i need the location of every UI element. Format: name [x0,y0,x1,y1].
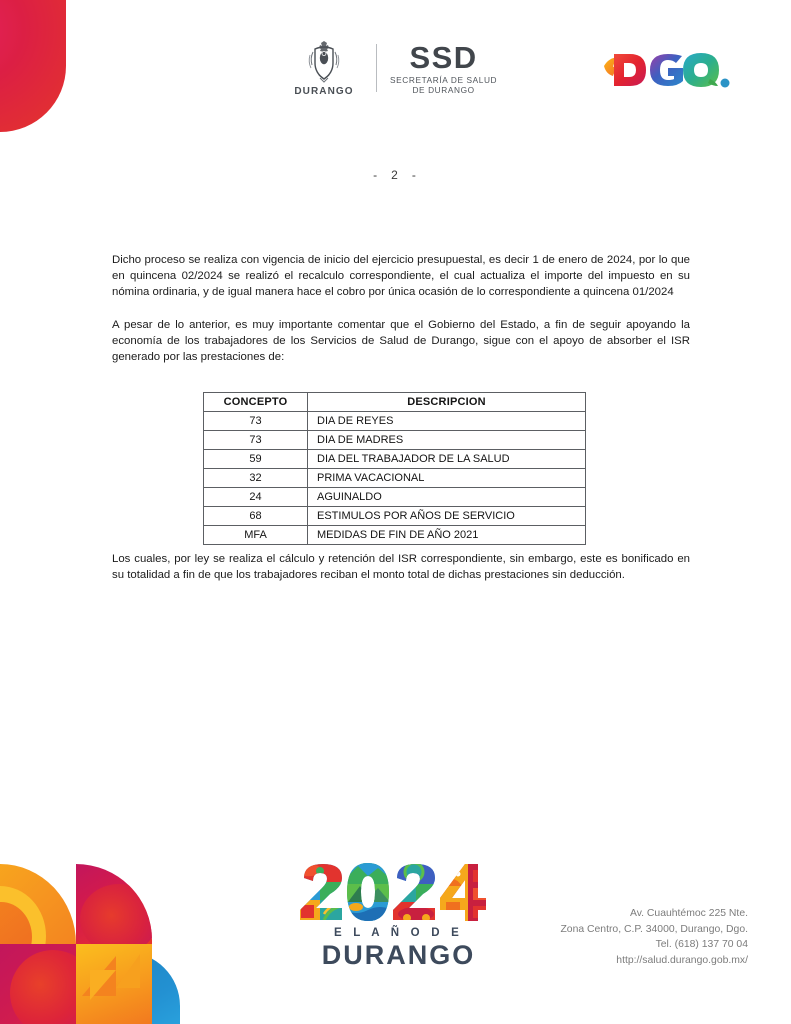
footer-state-name: DURANGO [321,940,476,970]
table-header-concepto: CONCEPTO [204,393,308,412]
deco-quadrant-top-right [76,864,152,944]
table-row [204,526,586,545]
cell-descripcion: DIA DE MADRES [308,431,586,450]
ssd-subtitle-line2: DE DURANGO [412,84,475,95]
page-number-suffix: - [411,168,418,182]
document-header [0,36,791,108]
cell-descripcion: DIA DEL TRABAJADOR DE LA SALUD [308,450,586,469]
dgo-logo [600,44,730,96]
cell-descripcion: DIA DE REYES [308,412,586,431]
ssd-acronym: SSD [409,40,478,76]
table-row [204,450,586,469]
top-left-decoration [0,0,66,222]
contact-address-line2: Zona Centro, C.P. 34000, Durango, Dgo. [560,923,748,935]
cell-concepto: 73 [204,412,308,431]
table-row [204,469,586,488]
page-number-value: 2 [391,168,400,182]
contact-phone: Tel. (618) 137 70 04 [655,939,748,950]
footer-contact-info [488,906,748,968]
table-row [204,507,586,526]
cell-concepto: 73 [204,431,308,450]
concepts-table [203,392,586,545]
cell-concepto: 68 [204,507,308,526]
cell-concepto: 24 [204,488,308,507]
cell-concepto: MFA [204,526,308,545]
crest-label: DURANGO [294,86,354,97]
document-body-top [112,252,690,365]
table-row [204,488,586,507]
footer-tagline: E L A Ñ O D E [334,927,463,939]
document-body-bottom [112,551,690,583]
deco-quadrant-bottom-left [0,944,76,1024]
page-number-prefix: - [373,168,380,182]
bottom-left-decoration [0,864,152,1024]
table-row [204,412,586,431]
cell-descripcion: PRIMA VACACIONAL [308,469,586,488]
cell-concepto: 59 [204,450,308,469]
table-header-row [204,393,586,412]
paragraph-2: A pesar de lo anterior, es muy importante comentar que el Gobierno del Estado, a fin de seguir apoyando la economía de los trabajadores de los Servicios de Salud de Durango, sigue con el apoyo de absorber el ISR generado por las prestaciones de: [112,318,690,364]
durango-2024-mosaic-icon [296,862,501,924]
concepts-table-wrapper [203,392,586,545]
logo-divider [376,44,377,92]
cell-concepto: 32 [204,469,308,488]
contact-address-line1: Av. Cuauhtémoc 225 Nte. [629,908,748,919]
paragraph-1: Dicho proceso se realiza con vigencia de inicio del ejercicio presupuestal, es decir 1 de enero de 2024, por lo que en quincena 02/2024 se realizó el recalculo correspondiente, el cual actualiza el importe del impuesto en su nómina ordinaria, y de igual manera hace el cobro por única ocasión de lo correspondiente a quincena 01/2024 [112,254,690,299]
page-number [0,168,791,182]
contact-website[interactable]: http://salud.durango.gob.mx/ [616,954,748,966]
ssd-text-block [390,42,497,94]
table-header-descripcion: DESCRIPCION [308,393,586,412]
deco-quadrant-top-left [0,864,76,944]
ssd-subtitle-line1: SECRETARÍA DE SALUD [390,75,498,86]
durango-crest [285,39,363,97]
cell-descripcion: ESTIMULOS POR AÑOS DE SERVICIO [308,507,586,526]
cell-descripcion: AGUINALDO [308,488,586,507]
dgo-colorful-wordmark-icon [600,44,730,96]
footer-2024-logo [296,862,501,972]
paragraph-3: Los cuales, por ley se realiza el cálculo y retención del ISR correspondiente, sin embargo, este es bonificado en su totalidad a fin de que los trabajadores reciban el monto total de dichas prestaciones sin deducción. [112,553,690,582]
deco-quadrant-bottom-right [76,944,152,1024]
ssd-logo [285,39,497,97]
durango-coat-of-arms-icon [301,39,347,85]
cell-descripcion: MEDIDAS DE FIN DE AÑO 2021 [308,526,586,545]
table-row [204,431,586,450]
